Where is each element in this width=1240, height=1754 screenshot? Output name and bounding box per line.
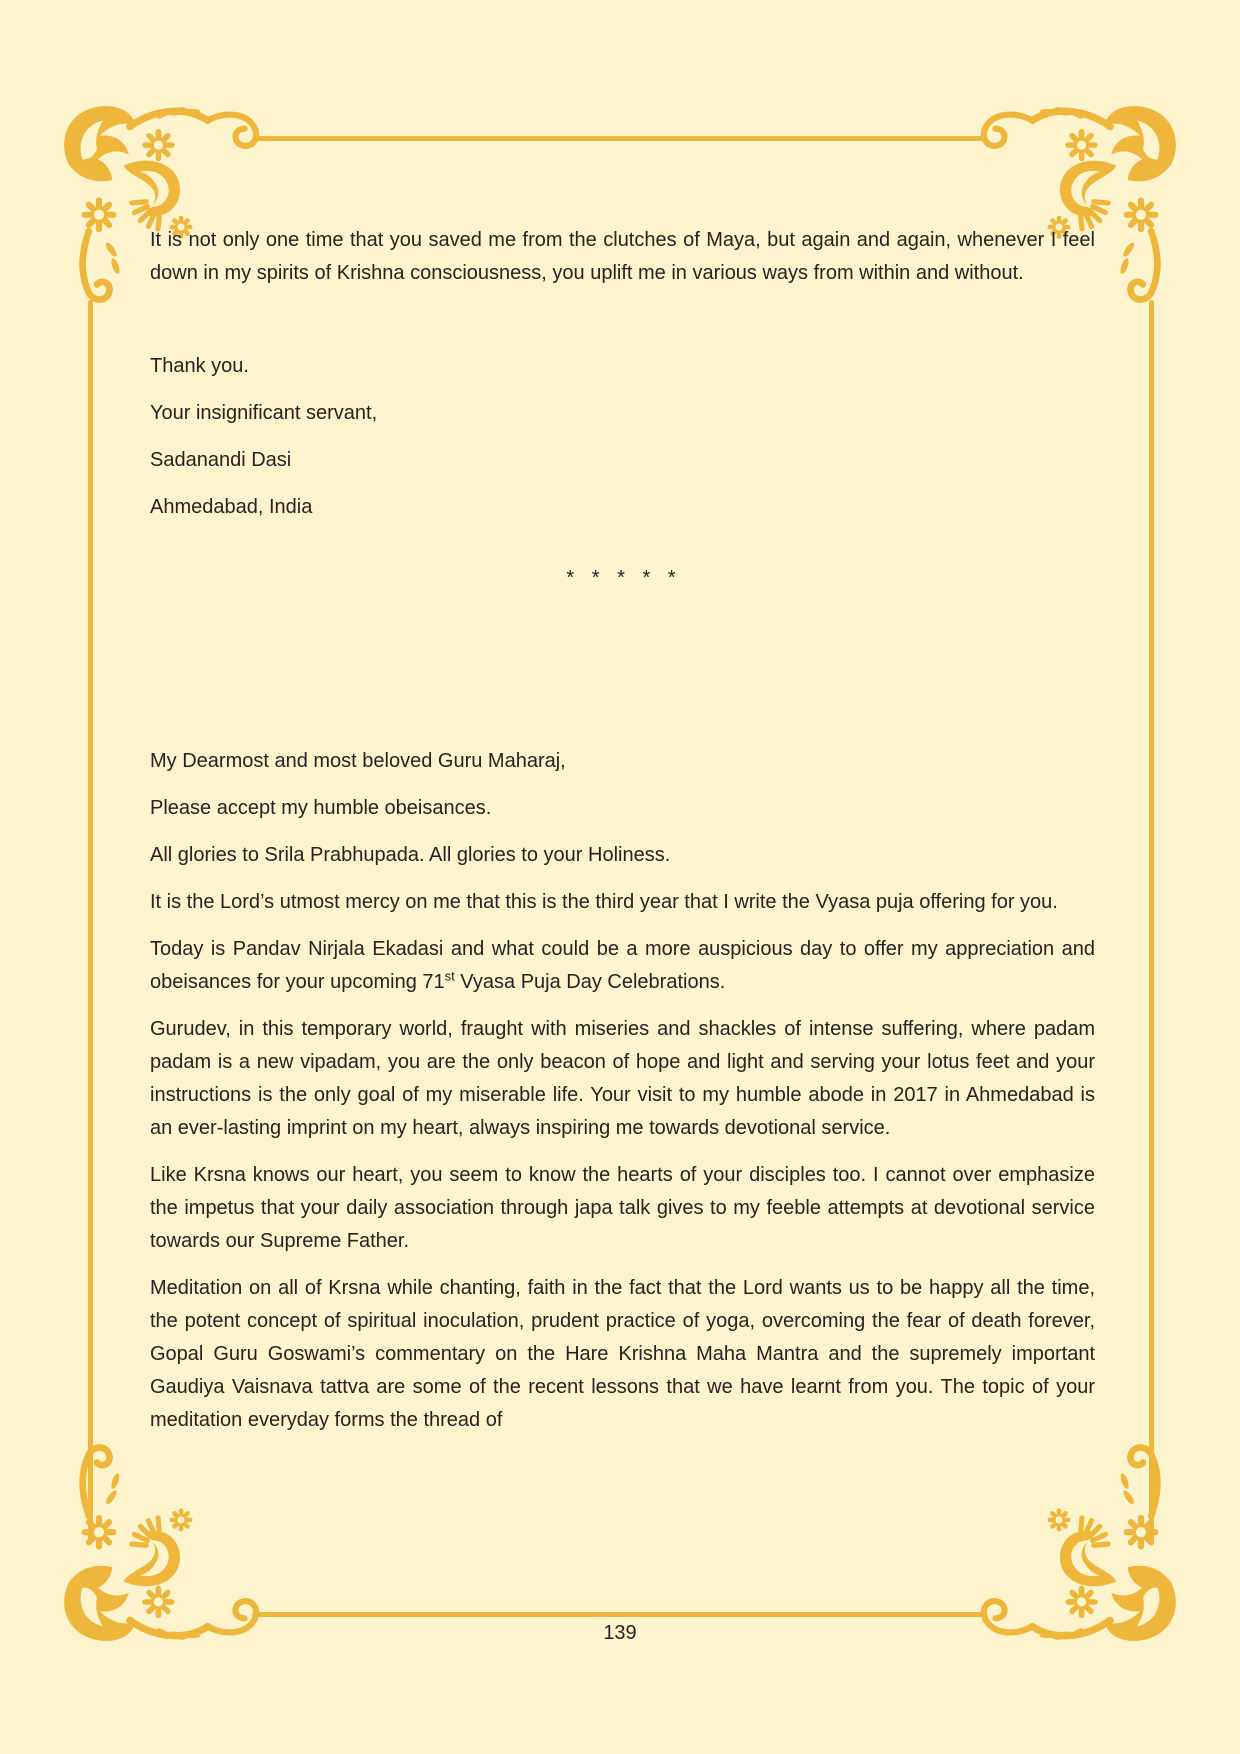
letter-obeisances: Please accept my humble obeisances.: [150, 797, 492, 819]
paragraph-text: Vyasa Puja Day Celebrations.: [454, 971, 726, 993]
signature-name: Sadanandi Dasi: [150, 449, 292, 471]
letter-paragraph: It is the Lord’s utmost mercy on me that this is the third year that I write the Vyasa puja offering for you.: [150, 891, 1058, 913]
ordinal-superscript: st: [444, 968, 455, 984]
page-number: 139: [603, 1622, 637, 1644]
letter-glories: All glories to Srila Prabhupada. All glories to your Holiness.: [150, 844, 671, 866]
letter-salutation: My Dearmost and most beloved Guru Maharaj,: [150, 750, 566, 772]
border-bottom-rule: [252, 1612, 984, 1617]
letter-paragraph: Meditation on all of Krsna while chanting, faith in the fact that the Lord wants us to be happy all the time, the potent concept of spiritual inoculation, prudent practice of yoga, overcoming the fear of death forever, Gopal Guru Goswami’s commentary on the Hare Krishna Maha Mantra and the supremely important Gaudiya Vaisnava tattva are some of the recent lessons that we have learnt from you. The topic of your meditation everyday forms the thread of: [150, 1277, 1095, 1431]
signature-location: Ahmedabad, India: [150, 496, 313, 518]
letter-signoff: Your insignificant servant,: [150, 402, 378, 424]
corner-ornament-bottom-left: [58, 1442, 263, 1647]
letter-paragraph: Gurudev, in this temporary world, fraught with miseries and shackles of intense suffering, where padam padam is a new vipadam, you are the only beacon of hope and light and serving your lotus feet and your instructions is the only goal of my miserable life. Your visit to my humble abode in 2017 in Ahmedabad is an ever-lasting imprint on my heart, always inspiring me towards devotional service.: [150, 1018, 1095, 1139]
floral-corner-icon: [977, 1442, 1182, 1647]
corner-ornament-bottom-right: [977, 1442, 1182, 1647]
letter-closing-thanks: Thank you.: [150, 355, 249, 377]
letter-paragraph: Like Krsna knows our heart, you seem to know the hearts of your disciples too. I cannot over emphasize the impetus that your daily association through japa talk gives to my feeble attempts at devotional service towards our Supreme Father.: [150, 1164, 1095, 1252]
border-top-rule: [252, 136, 984, 141]
letter-body: [150, 224, 1095, 1451]
paragraph-text: Today is Pandav Nirjala Ekadasi and what could be a more auspicious day to offer my appreciation and obeisances for your upcoming 71: [150, 938, 1095, 993]
section-separator: * * * * *: [566, 567, 679, 589]
letter-paragraph: It is not only one time that you saved me from the clutches of Maya, but again and again, whenever I feel down in my spirits of Krishna consciousness, you uplift me in various ways from within and without.: [150, 229, 1095, 284]
border-left-rule: [88, 300, 93, 1543]
floral-corner-icon: [58, 1442, 263, 1647]
border-right-rule: [1149, 300, 1154, 1543]
letter-paragraph: [150, 933, 1095, 999]
